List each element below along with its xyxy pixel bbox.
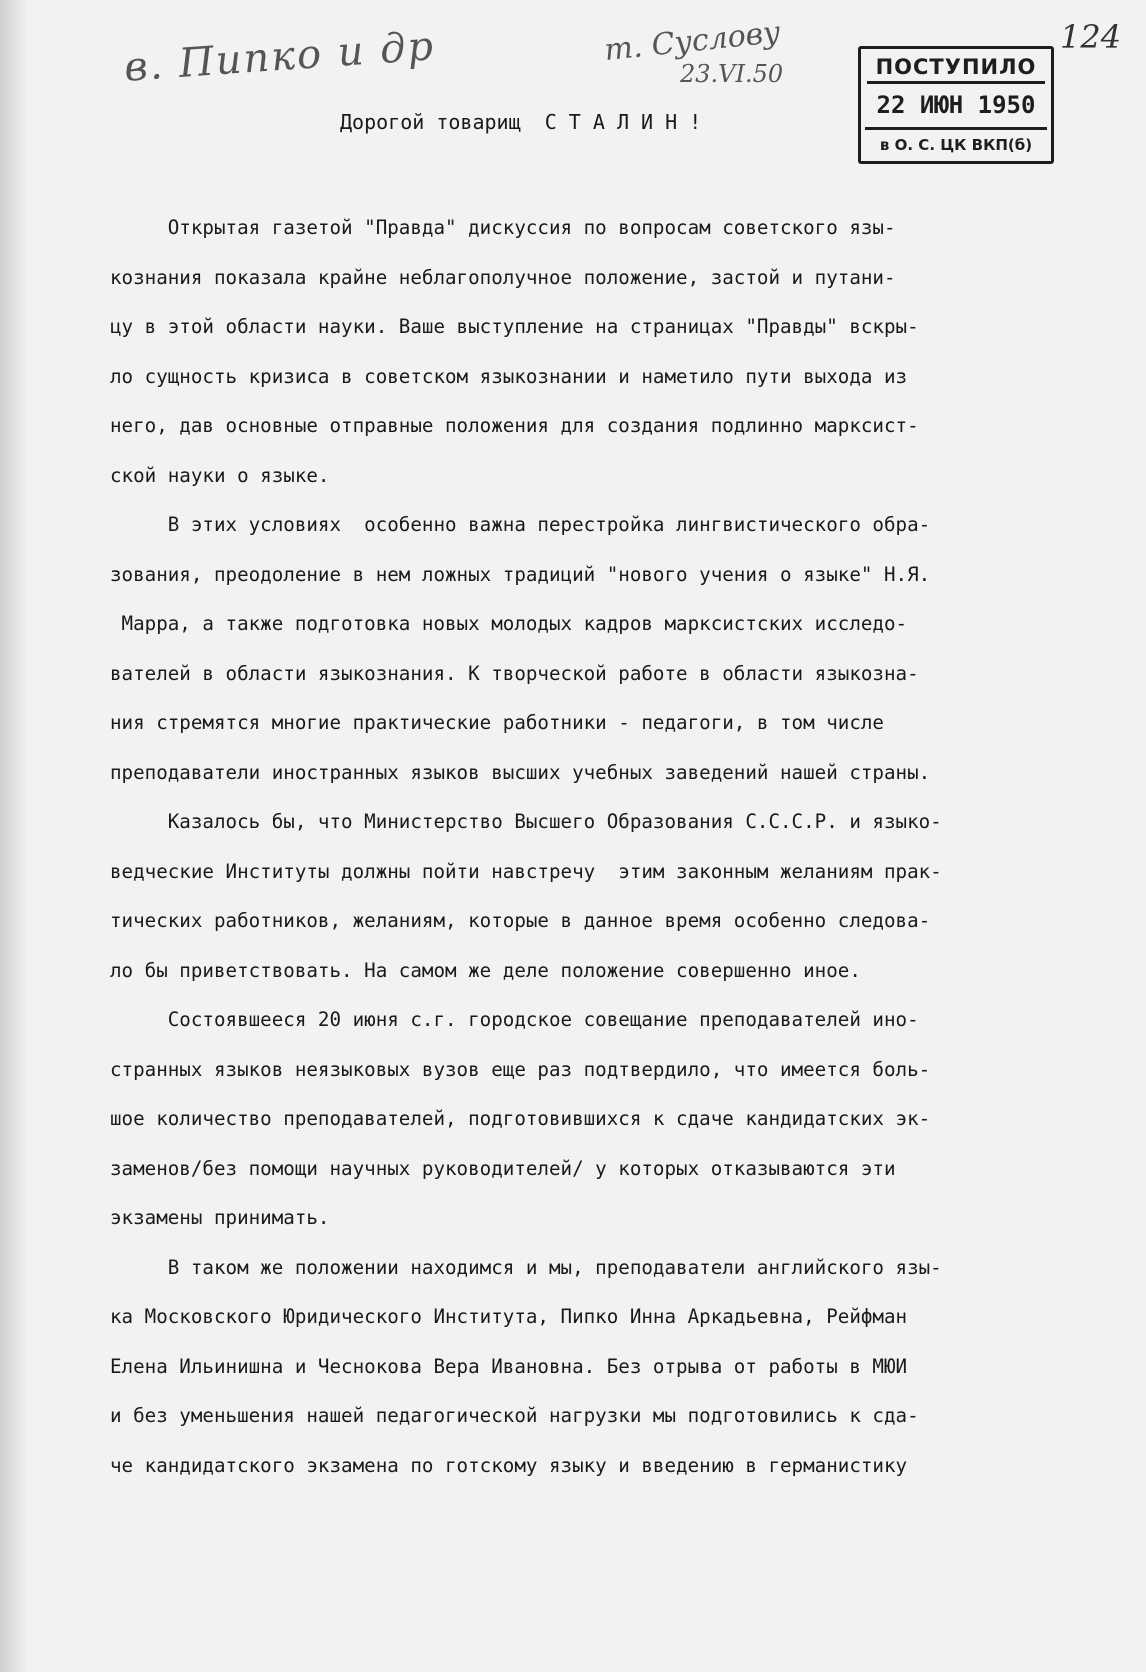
text-line: экзамены принимать. — [110, 1206, 330, 1229]
text-line: заменов/без помощи научных руководителей/ у которых отказываются эти — [110, 1156, 896, 1180]
text-line: Елена Ильинишна и Чеснокова Вера Ивановна. Без отрыва от работы в МЮИ — [110, 1354, 908, 1378]
text-line: ка Московского Юридического Института, Пипко Инна Аркадьевна, Рейфман — [110, 1305, 908, 1328]
text-line: кознания показала крайне неблагополучное положение, застой и путани- — [110, 265, 896, 289]
handwritten-note-left: в. Пипко и др — [122, 23, 437, 91]
text-line: преподаватели иностранных языков высших учебных заведений нашей страны. — [110, 760, 931, 784]
text-line: зования, преодоление в нем ложных традиций "нового учения о языке" Н.Я. — [110, 562, 931, 586]
letter-body — [110, 203, 1110, 1490]
text-line: Состоявшееся 20 июня с.г. городское совещание преподавателей ино- — [110, 1008, 919, 1031]
text-line: странных языков неязыковых вузов еще раз подтвердило, что имеется боль- — [110, 1057, 931, 1081]
paragraph — [110, 500, 1110, 797]
text-line: ния стремятся многие практические работники - педагоги, в том числе — [110, 711, 884, 734]
text-line: Марра, а также подготовка новых молодых кадров марксистских исследо- — [110, 612, 908, 635]
handwritten-date: 23.VI.50 — [680, 60, 784, 88]
page-edge-shadow — [0, 0, 28, 1672]
text-line: ведческие Институты должны пойти навстречу этим законным желаниям прак- — [110, 859, 942, 883]
text-line: В таком же положении находимся и мы, преподаватели английского язы- — [110, 1255, 942, 1279]
text-line: ской науки о языке. — [110, 463, 330, 487]
text-line: В этих условиях особенно важна перестройка лингвистического обра- — [110, 513, 931, 536]
paragraph — [110, 1243, 1110, 1491]
stamp-office: в О. С. ЦК ВКП(б) — [865, 127, 1047, 154]
text-line: него, дав основные отправные положения для создания подлинно марксист- — [110, 414, 919, 437]
text-line: цу в этой области науки. Ваше выступление на страницах "Правды" вскры- — [110, 315, 919, 338]
text-line: шое количество преподавателей, подготовившихся к сдаче кандидатских эк- — [110, 1107, 931, 1130]
paragraph — [110, 995, 1110, 1243]
stamp-date: 22 ИЮН 1950 — [876, 91, 1036, 119]
handwritten-page-number: 124 — [1060, 18, 1122, 56]
stamp-title: ПОСТУПИЛО — [867, 55, 1045, 84]
text-line: Казалось бы, что Министерство Высшего Образования С.С.С.Р. и языко- — [110, 810, 942, 833]
text-line: ло сущность кризиса в советском языкознании и наметило пути выхода из — [110, 364, 908, 388]
text-line: и без уменьшения нашей педагогической нагрузки мы подготовились к сда- — [110, 1404, 919, 1427]
text-line: ло бы приветствовать. На самом же деле положение совершенно иное. — [110, 958, 861, 982]
received-stamp — [858, 46, 1054, 164]
paragraph — [110, 203, 1110, 500]
text-line: Открытая газетой "Правда" дискуссия по вопросам советского язы- — [110, 216, 896, 239]
salutation: Дорогой товарищ С Т А Л И Н ! — [340, 110, 702, 134]
paragraph — [110, 797, 1110, 995]
text-line: че кандидатского экзамена по готскому языку и введению в германистику — [110, 1453, 908, 1477]
text-line: вателей в области языкознания. К творческой работе в области языкозна- — [110, 661, 919, 685]
handwritten-note-top: т. Суслову — [602, 14, 783, 69]
text-line: тических работников, желаниям, которые в данное время особенно следова- — [110, 909, 931, 932]
